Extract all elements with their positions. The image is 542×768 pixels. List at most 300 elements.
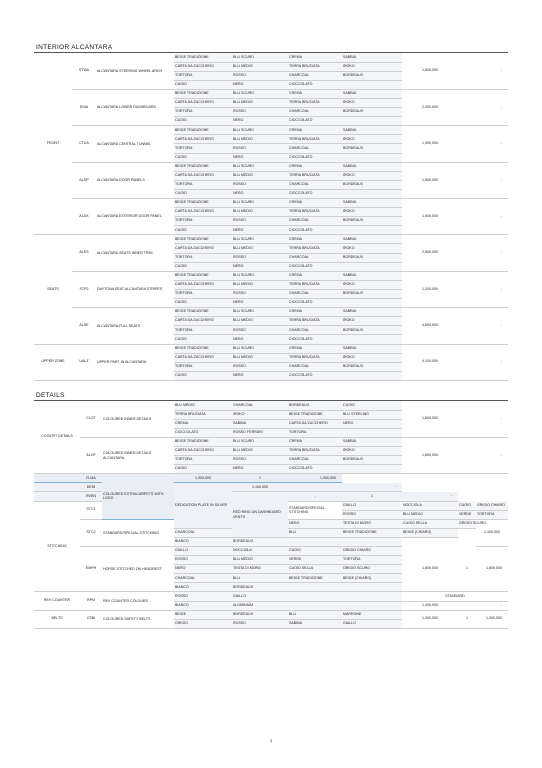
- group-label: STITCHING: [34, 501, 80, 592]
- color-option: ROSSO: [232, 289, 288, 298]
- color-option: BLU: [288, 528, 342, 537]
- color-option: BIANCO: [174, 583, 232, 592]
- group-label: SEATS: [34, 235, 72, 344]
- color-option: BEIGE TRADIZIONE: [174, 53, 232, 62]
- page-number: 3: [269, 739, 273, 743]
- color-option: SABBIA: [342, 89, 402, 98]
- color-option: CREMA: [288, 437, 342, 446]
- color-option: NERO: [232, 335, 288, 344]
- table-row: [34, 89, 508, 98]
- color-option: BORDEAUX: [342, 326, 402, 335]
- color-option: ROSSO: [232, 144, 288, 153]
- color-option: CARTA DA ZUCCHERO: [174, 62, 232, 71]
- color-option: IROKO: [342, 98, 402, 107]
- color-option: BLU SCURO: [232, 199, 288, 208]
- color-option: BORDEAUX: [232, 610, 288, 619]
- color-option: ROSSO: [232, 108, 288, 117]
- color-option: BORDEAUX: [342, 289, 402, 298]
- option-total: -: [476, 401, 508, 437]
- color-option: BORDEAUX: [342, 71, 402, 80]
- color-option: TORTORA: [174, 326, 232, 335]
- color-option: CUOIO SELLA: [288, 565, 342, 574]
- color-option: BLU SCURO: [232, 235, 288, 244]
- color-option: ROSSO: [232, 217, 288, 226]
- group-label: BELTS: [34, 610, 80, 628]
- color-option: TERRA BRUCIATA: [174, 410, 232, 419]
- color-option: TORTORA: [174, 217, 232, 226]
- color-option: ROSSO: [174, 556, 232, 565]
- table-row: [34, 235, 508, 244]
- color-option: TORTORA: [174, 71, 232, 80]
- option-total: -: [476, 199, 508, 235]
- option-code: STP2: [72, 271, 96, 307]
- color-option: [342, 592, 402, 601]
- color-option: BLU STERLING: [342, 410, 402, 419]
- color-option: BLU SCURO: [232, 344, 288, 353]
- color-option: TORTORA: [174, 253, 232, 262]
- color-option: CREMA: [288, 199, 342, 208]
- color-option: NERO: [232, 465, 288, 474]
- option-code: STC2: [80, 519, 102, 546]
- color-option: ROSSO: [232, 362, 288, 371]
- option-code: FLMA: [80, 474, 102, 483]
- color-option: SABBIA: [342, 199, 402, 208]
- option-code: DSIA: [72, 89, 96, 125]
- color-option: [342, 601, 402, 610]
- color-option: TORTORA: [174, 144, 232, 153]
- color-option: [342, 583, 402, 592]
- option-quantity: [458, 601, 476, 610]
- group-label: [34, 492, 80, 501]
- color-option: [342, 335, 402, 344]
- color-option: GIALLO: [342, 501, 402, 510]
- color-option: BLU MEDIO: [232, 556, 288, 565]
- color-option: CUOIO: [288, 547, 342, 556]
- color-option: [342, 80, 402, 89]
- option-total: -: [476, 53, 508, 89]
- details-rows: [34, 401, 508, 628]
- option-description: HORSE STITCHED ON HEADREST: [102, 547, 174, 592]
- table-row: [34, 610, 508, 619]
- color-option: CIOCCOLATO: [288, 117, 342, 126]
- color-option: GRIGIO SCURO: [342, 565, 402, 574]
- option-description: COLOURED EXTRACARPETS WITH LOGO: [102, 474, 174, 519]
- option-code: RVEN: [80, 492, 102, 501]
- color-option: CARTA DA ZUCCHERO: [288, 419, 342, 428]
- color-option: ROSSO: [232, 456, 288, 465]
- option-description: COLOURED SAFETY BELTS: [102, 610, 174, 628]
- color-option: CARTA DA ZUCCHERO: [174, 317, 232, 326]
- color-option: ROSSO: [232, 253, 288, 262]
- color-option: TERRA BRUCIATA: [288, 446, 342, 455]
- color-option: TERRA BRUCIATA: [288, 353, 342, 362]
- group-label: [34, 483, 80, 492]
- color-option: BEIGE TRADIZIONE: [342, 528, 402, 537]
- color-option: TERRA BRUCIATA: [288, 135, 342, 144]
- option-price: 1,600,000: [402, 199, 458, 235]
- color-option: TORTORA: [174, 456, 232, 465]
- option-quantity: [458, 126, 476, 162]
- color-option: TORTORA: [174, 108, 232, 117]
- color-option: TERRA BRUCIATA: [288, 244, 342, 253]
- group-label: COCKPIT DETAILS: [34, 401, 80, 474]
- color-option: CHARCOAL: [288, 289, 342, 298]
- option-quantity: [458, 199, 476, 235]
- color-option: ROSSO FERRARI: [232, 428, 288, 437]
- group-label: FRONT: [34, 53, 72, 235]
- color-option: IROKO: [342, 446, 402, 455]
- color-option: CUOIO SELLA: [402, 519, 458, 528]
- color-option: BLU SCURO: [232, 126, 288, 135]
- option-price: 1,900,000: [402, 126, 458, 162]
- color-option: NERO: [232, 153, 288, 162]
- color-option: CHARCOAL: [288, 456, 342, 465]
- group-label: UPPER ZONE: [34, 344, 72, 380]
- color-option: BLU MEDIO: [232, 98, 288, 107]
- color-option: BORDEAUX: [342, 362, 402, 371]
- color-option: BEIGE TRADIZIONE: [174, 344, 232, 353]
- color-option: CREMA: [174, 419, 232, 428]
- color-option: CREMA: [288, 344, 342, 353]
- details-table: [34, 401, 508, 629]
- option-total: -: [342, 483, 402, 492]
- color-option: ROSSO: [342, 510, 402, 519]
- color-option: TERRA BRUCIATA: [288, 62, 342, 71]
- color-option: BORDEAUX: [232, 583, 288, 592]
- color-option: VERDE: [458, 510, 476, 519]
- option-code: ALDX: [72, 199, 96, 235]
- color-option: NERO: [232, 262, 288, 271]
- color-option: BORDEAUX: [342, 217, 402, 226]
- color-option: BEIGE TRADIZIONE: [174, 89, 232, 98]
- color-option: BEIGE TRADIZIONE: [288, 574, 342, 583]
- option-description: ALCANTARA EXTERIOR DOOR PANEL: [96, 199, 174, 235]
- group-label: REV COUNTER: [34, 592, 80, 610]
- option-quantity: 1: [458, 547, 476, 592]
- option-price: 1,900,000: [174, 474, 232, 483]
- color-option: NERO: [232, 117, 288, 126]
- option-quantity: [458, 344, 476, 380]
- color-option: BORDEAUX: [342, 180, 402, 189]
- option-description: STANDARD/SPECIAL STITCHING: [102, 519, 174, 546]
- color-option: IROKO: [342, 135, 402, 144]
- color-option: CIOCCOLATO: [288, 371, 342, 380]
- option-code: RPM: [80, 592, 102, 610]
- color-option: BLU MEDIO: [232, 171, 288, 180]
- interior-rows: [34, 53, 508, 380]
- color-option: [342, 189, 402, 198]
- color-option: SABBIA: [342, 162, 402, 171]
- color-option: IROKO: [342, 171, 402, 180]
- section-title-details: DETAILS: [36, 392, 65, 399]
- table-row: [34, 437, 508, 446]
- option-quantity: 1: [232, 474, 288, 483]
- color-option: NERO: [232, 371, 288, 380]
- color-option: CHARCOAL: [288, 180, 342, 189]
- color-option: GIALLO: [174, 547, 232, 556]
- option-quantity: 1: [342, 492, 402, 501]
- color-option: BEIGE TRADIZIONE: [174, 437, 232, 446]
- color-option: TORTORA: [476, 510, 508, 519]
- option-quantity: 1: [458, 610, 476, 628]
- color-option: TORTORA: [174, 180, 232, 189]
- color-option: ROSSO: [232, 619, 288, 628]
- table-row: [34, 401, 508, 410]
- color-option: CIOCCOLATO: [174, 428, 232, 437]
- color-option: CARTA DA ZUCCHERO: [174, 353, 232, 362]
- option-total: -: [476, 89, 508, 125]
- option-price: 4,100,000: [402, 344, 458, 380]
- option-code: ALDP: [72, 162, 96, 198]
- color-option: IROKO: [342, 62, 402, 71]
- option-price: 2,300,000: [402, 89, 458, 125]
- option-total: -: [476, 344, 508, 380]
- color-option: BLU MEDIO: [232, 353, 288, 362]
- color-option: NERO: [288, 519, 342, 528]
- color-option: BLU MEDIO: [232, 208, 288, 217]
- color-option: NOCCIOLA: [402, 501, 458, 510]
- color-option: BEIGE: [174, 610, 232, 619]
- color-option: BLU MEDIO: [232, 280, 288, 289]
- option-price: 1,800,000: [402, 53, 458, 89]
- option-description: DAYTONA SEAT ALCANTARA STRIPES: [96, 271, 174, 307]
- color-option: SABBIA: [342, 235, 402, 244]
- color-option: BLU SCURO: [232, 308, 288, 317]
- option-quantity: [458, 437, 476, 473]
- option-description: ALCANTARA STEERING WHEEL ARCH: [96, 53, 174, 89]
- option-code: ALOF: [80, 437, 102, 473]
- option-quantity: [458, 235, 476, 271]
- color-option: CUOIO: [174, 262, 232, 271]
- color-option: BIANCO: [174, 537, 232, 546]
- color-option: BEIGE TRADIZIONE: [174, 126, 232, 135]
- color-option: BEIGE TRADIZIONE: [174, 235, 232, 244]
- color-option: [288, 592, 342, 601]
- color-option: BEIGE TRADIZIONE: [174, 162, 232, 171]
- option-code: CLOT: [80, 401, 102, 437]
- color-option: SABBIA: [342, 344, 402, 353]
- color-option: BLU MEDIO: [232, 244, 288, 253]
- color-option: BLU SCURO: [232, 89, 288, 98]
- color-option: CARTA DA ZUCCHERO: [174, 446, 232, 455]
- table-row: [34, 199, 508, 208]
- color-option: CIOCCOLATO: [288, 189, 342, 198]
- color-option: ROSSO: [232, 71, 288, 80]
- color-option: CIOCCOLATO: [288, 465, 342, 474]
- color-option: GRIGIO: [174, 619, 232, 628]
- color-option: [342, 537, 402, 546]
- color-option: GIALLO: [232, 592, 288, 601]
- color-option: BLU MEDIO: [402, 510, 458, 519]
- option-description: STANDARD/SPECIAL STITCHING: [288, 501, 342, 519]
- color-option: CARTA DA ZUCCHERO: [174, 98, 232, 107]
- table-row: [34, 344, 508, 353]
- table-row: [34, 162, 508, 171]
- color-option: BEIGE TRADIZIONE: [174, 308, 232, 317]
- option-price: -: [288, 492, 342, 501]
- color-option: CREMA: [288, 162, 342, 171]
- color-option: CREMA: [288, 308, 342, 317]
- color-option: BLU MEDIO: [232, 62, 288, 71]
- option-description: COLOURED INNER DETAILS: [102, 401, 174, 437]
- color-option: BLU MEDIO: [232, 135, 288, 144]
- table-row: [34, 271, 508, 280]
- color-option: IROKO: [342, 317, 402, 326]
- color-option: NERO: [232, 80, 288, 89]
- option-description: ALCANTARA SEATS INNER TRIM: [96, 235, 174, 271]
- color-option: IROKO: [342, 208, 402, 217]
- color-option: IROKO: [342, 244, 402, 253]
- option-price: 1,800,000: [402, 547, 458, 592]
- color-option: CUOIO: [174, 465, 232, 474]
- color-option: CIOCCOLATO: [288, 226, 342, 235]
- color-option: ROSSO: [174, 592, 232, 601]
- color-option: CUOIO: [174, 335, 232, 344]
- option-description: RED RING ON DASHBOARD VENTS: [232, 492, 288, 537]
- color-option: TESTA DI MORO: [232, 565, 288, 574]
- color-option: GRIGIO SCURO: [458, 519, 476, 528]
- color-option: BLU SCURO: [232, 53, 288, 62]
- color-option: BLU MEDIO: [232, 317, 288, 326]
- color-option: BEIGE TRADIZIONE: [288, 410, 342, 419]
- color-option: CUOIO: [174, 371, 232, 380]
- color-option: CARTA DA ZUCCHERO: [174, 208, 232, 217]
- table-row: [34, 474, 508, 483]
- color-option: CUOIO: [174, 189, 232, 198]
- option-total: -: [402, 492, 458, 501]
- color-option: CREMA: [288, 126, 342, 135]
- option-total: -: [476, 601, 508, 610]
- color-option: CREMA: [288, 235, 342, 244]
- color-option: [342, 153, 402, 162]
- color-option: [288, 601, 342, 610]
- color-option: BLU MEDIO: [174, 401, 232, 410]
- color-option: BLU SCURO: [232, 437, 288, 446]
- color-option: TERRA BRUCIATA: [288, 317, 342, 326]
- color-option: [342, 465, 402, 474]
- color-option: GIALLO: [342, 619, 402, 628]
- color-option: CREMA: [288, 89, 342, 98]
- option-price: 1,400,000: [402, 601, 458, 610]
- option-quantity: [458, 401, 476, 437]
- color-option: SABBIA: [342, 271, 402, 280]
- color-option: SABBIA: [342, 308, 402, 317]
- color-option: CHARCOAL: [288, 326, 342, 335]
- standard-label: STANDARD: [402, 592, 508, 601]
- option-code: STC1: [80, 501, 102, 519]
- color-option: CIOCCOLATO: [288, 153, 342, 162]
- color-option: CHARCOAL: [288, 144, 342, 153]
- color-option: CARTA DA ZUCCHERO: [174, 171, 232, 180]
- color-option: [342, 117, 402, 126]
- color-option: CARTA DA ZUCCHERO: [174, 280, 232, 289]
- color-option: SABBIA: [342, 53, 402, 62]
- color-option: TORTORA: [288, 428, 342, 437]
- color-option: NOCCIOLA: [232, 547, 288, 556]
- color-option: CHARCOAL: [174, 528, 232, 537]
- color-option: SABBIA: [342, 126, 402, 135]
- option-description: COLOURED INNER DETAILS ALCANTARA: [102, 437, 174, 473]
- color-option: CUOIO: [174, 117, 232, 126]
- color-option: MARRONE: [342, 610, 402, 619]
- color-option: CHARCOAL: [232, 401, 288, 410]
- option-price: 1,300,000: [402, 610, 458, 628]
- color-option: CUOIO: [174, 226, 232, 235]
- option-description: ALCANTARA CENTRAL TUNNEL: [96, 126, 174, 162]
- color-option: BORDEAUX: [288, 401, 342, 410]
- color-option: BLU SCURO: [232, 162, 288, 171]
- option-code: CTUA: [72, 126, 96, 162]
- interior-table: [34, 53, 508, 381]
- color-option: BEIGE (CHIARO): [402, 528, 458, 537]
- color-option: IROKO: [232, 410, 288, 419]
- color-option: TERRA BRUCIATA: [288, 280, 342, 289]
- option-quantity: [288, 483, 342, 492]
- option-price: 1,100,000: [476, 519, 508, 546]
- option-description: REV COUNTER COLOURS: [102, 592, 174, 610]
- color-option: SABBIA: [342, 437, 402, 446]
- color-option: BORDEAUX: [342, 456, 402, 465]
- option-description: UPPER PART IN ALCANTARA: [96, 344, 174, 380]
- option-quantity: [458, 53, 476, 89]
- color-option: BEIGE (CHIARO): [342, 574, 402, 583]
- color-option: [342, 371, 402, 380]
- color-option: ALUMINIUM: [232, 601, 288, 610]
- color-option: SABBIA: [288, 619, 342, 628]
- color-option: VERDE: [288, 556, 342, 565]
- color-option: CIOCCOLATO: [288, 262, 342, 271]
- color-option: CUOIO: [458, 501, 476, 510]
- option-description: ALCANTARA DOOR PANELS: [96, 162, 174, 198]
- color-option: NERO: [174, 565, 232, 574]
- color-option: CREMA: [288, 271, 342, 280]
- color-option: CUOIO: [174, 299, 232, 308]
- option-total: 1,300,000: [476, 610, 508, 628]
- option-price: 1,600,000: [402, 437, 458, 473]
- color-option: NERO: [232, 299, 288, 308]
- option-price: 1,600,000: [402, 401, 458, 437]
- option-description: ALCANTARA LOWER DASHBOARD: [96, 89, 174, 125]
- color-option: [342, 262, 402, 271]
- option-total: -: [476, 308, 508, 344]
- color-option: NERO: [232, 189, 288, 198]
- color-option: [342, 226, 402, 235]
- color-option: CIOCCOLATO: [288, 299, 342, 308]
- color-option: TORTORA: [174, 289, 232, 298]
- color-option: ROSSO: [232, 326, 288, 335]
- option-total: 1,800,000: [476, 547, 508, 592]
- option-code: CSBI: [80, 610, 102, 628]
- color-option: CHARCOAL: [288, 108, 342, 117]
- color-option: TORTORA: [342, 556, 402, 565]
- option-price: 4,600,000: [402, 308, 458, 344]
- option-quantity: [458, 162, 476, 198]
- color-option: [342, 428, 402, 437]
- option-total: -: [476, 235, 508, 271]
- color-option: TORTORA: [174, 362, 232, 371]
- color-option: CIOCCOLATO: [288, 335, 342, 344]
- color-option: TERRA BRUCIATA: [288, 208, 342, 217]
- color-option: CUOIO: [342, 401, 402, 410]
- color-option: BORDEAUX: [342, 108, 402, 117]
- color-option: CUOIO: [174, 80, 232, 89]
- color-option: CHARCOAL: [288, 253, 342, 262]
- color-option: BLU SCURO: [232, 271, 288, 280]
- option-total: -: [476, 271, 508, 307]
- option-code: ALES: [72, 235, 96, 271]
- option-price: 1,200,000: [402, 271, 458, 307]
- color-option: NERO: [232, 226, 288, 235]
